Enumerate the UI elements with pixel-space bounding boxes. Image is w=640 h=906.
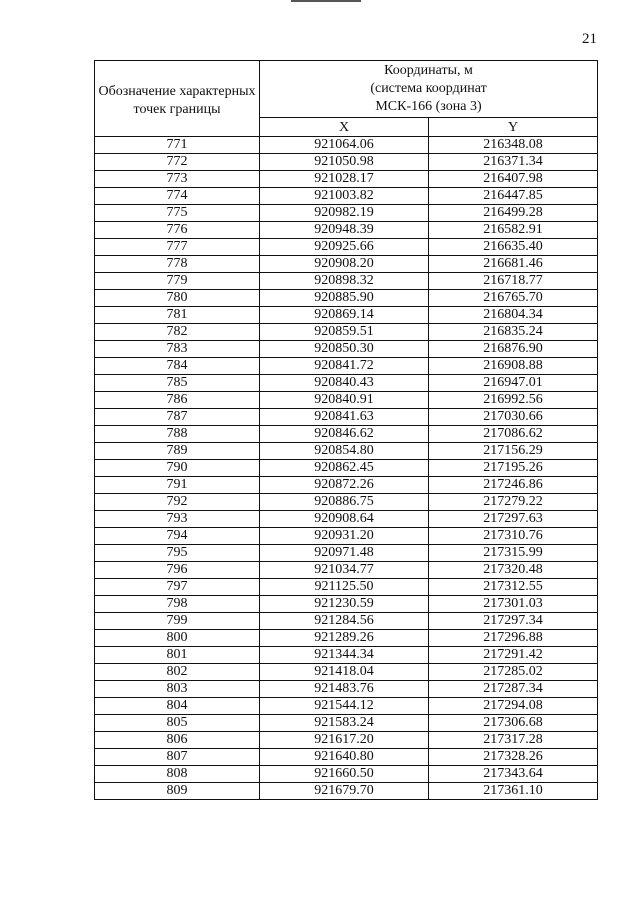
cell-point: 779 xyxy=(95,273,260,290)
table-row xyxy=(95,511,598,528)
cell-point: 796 xyxy=(95,562,260,579)
header-coordinates-line1: Координаты, м xyxy=(384,63,473,79)
cell-point: 776 xyxy=(95,222,260,239)
cell-x: 921679.70 xyxy=(260,783,429,800)
cell-x: 921660.50 xyxy=(260,766,429,783)
cell-y: 217297.34 xyxy=(429,613,598,630)
cell-point: 772 xyxy=(95,154,260,171)
cell-y: 217343.64 xyxy=(429,766,598,783)
table-row xyxy=(95,715,598,732)
cell-point: 794 xyxy=(95,528,260,545)
table-row xyxy=(95,460,598,477)
table-row xyxy=(95,171,598,188)
cell-x: 921034.77 xyxy=(260,562,429,579)
cell-x: 920908.64 xyxy=(260,511,429,528)
table-row xyxy=(95,392,598,409)
table-row xyxy=(95,545,598,562)
cell-point: 773 xyxy=(95,171,260,188)
cell-x: 921640.80 xyxy=(260,749,429,766)
cell-y: 216407.98 xyxy=(429,171,598,188)
table-row xyxy=(95,341,598,358)
cell-point: 797 xyxy=(95,579,260,596)
table-row xyxy=(95,647,598,664)
cell-x: 920850.30 xyxy=(260,341,429,358)
cell-x: 920841.72 xyxy=(260,358,429,375)
table-row xyxy=(95,783,598,800)
cell-x: 921418.04 xyxy=(260,664,429,681)
cell-y: 217310.76 xyxy=(429,528,598,545)
header-x: X xyxy=(260,118,429,137)
cell-point: 785 xyxy=(95,375,260,392)
cell-x: 920982.19 xyxy=(260,205,429,222)
cell-point: 809 xyxy=(95,783,260,800)
cell-point: 781 xyxy=(95,307,260,324)
table-row xyxy=(95,273,598,290)
cell-x: 920886.75 xyxy=(260,494,429,511)
cell-y: 216992.56 xyxy=(429,392,598,409)
cell-point: 786 xyxy=(95,392,260,409)
cell-x: 920846.62 xyxy=(260,426,429,443)
cell-y: 217328.26 xyxy=(429,749,598,766)
cell-y: 216371.34 xyxy=(429,154,598,171)
table-row xyxy=(95,222,598,239)
table-row xyxy=(95,477,598,494)
cell-y: 217156.29 xyxy=(429,443,598,460)
cell-y: 217312.55 xyxy=(429,579,598,596)
cell-y: 217317.28 xyxy=(429,732,598,749)
cell-x: 920971.48 xyxy=(260,545,429,562)
cell-y: 217315.99 xyxy=(429,545,598,562)
top-rule xyxy=(291,0,361,2)
table-row xyxy=(95,698,598,715)
cell-x: 920931.20 xyxy=(260,528,429,545)
cell-x: 921544.12 xyxy=(260,698,429,715)
table-row xyxy=(95,239,598,256)
cell-y: 217320.48 xyxy=(429,562,598,579)
cell-x: 921344.34 xyxy=(260,647,429,664)
cell-point: 808 xyxy=(95,766,260,783)
cell-x: 920859.51 xyxy=(260,324,429,341)
header-point-designation: Обозначение характерных точек границы xyxy=(95,61,260,137)
cell-y: 217294.08 xyxy=(429,698,598,715)
cell-y: 216582.91 xyxy=(429,222,598,239)
cell-x: 920898.32 xyxy=(260,273,429,290)
cell-point: 782 xyxy=(95,324,260,341)
cell-point: 784 xyxy=(95,358,260,375)
cell-point: 783 xyxy=(95,341,260,358)
cell-y: 217030.66 xyxy=(429,409,598,426)
cell-x: 921003.82 xyxy=(260,188,429,205)
cell-x: 920869.14 xyxy=(260,307,429,324)
header-y: Y xyxy=(429,118,598,137)
cell-y: 217301.03 xyxy=(429,596,598,613)
table-row xyxy=(95,732,598,749)
table-row xyxy=(95,205,598,222)
cell-y: 217287.34 xyxy=(429,681,598,698)
cell-point: 800 xyxy=(95,630,260,647)
cell-y: 216348.08 xyxy=(429,137,598,154)
cell-x: 921064.06 xyxy=(260,137,429,154)
cell-point: 795 xyxy=(95,545,260,562)
table-row xyxy=(95,137,598,154)
table-row xyxy=(95,426,598,443)
cell-point: 792 xyxy=(95,494,260,511)
cell-point: 791 xyxy=(95,477,260,494)
table-row xyxy=(95,596,598,613)
cell-point: 789 xyxy=(95,443,260,460)
cell-y: 216718.77 xyxy=(429,273,598,290)
cell-y: 217086.62 xyxy=(429,426,598,443)
cell-y: 217195.26 xyxy=(429,460,598,477)
table-row xyxy=(95,664,598,681)
cell-y: 217296.88 xyxy=(429,630,598,647)
cell-x: 920840.43 xyxy=(260,375,429,392)
cell-y: 216635.40 xyxy=(429,239,598,256)
table-row xyxy=(95,630,598,647)
cell-y: 217297.63 xyxy=(429,511,598,528)
cell-y: 216835.24 xyxy=(429,324,598,341)
cell-point: 777 xyxy=(95,239,260,256)
cell-point: 802 xyxy=(95,664,260,681)
cell-x: 920840.91 xyxy=(260,392,429,409)
header-coordinates xyxy=(260,61,598,118)
cell-x: 920885.90 xyxy=(260,290,429,307)
cell-x: 920908.20 xyxy=(260,256,429,273)
table-row xyxy=(95,528,598,545)
cell-point: 771 xyxy=(95,137,260,154)
cell-point: 803 xyxy=(95,681,260,698)
cell-point: 780 xyxy=(95,290,260,307)
cell-y: 217361.10 xyxy=(429,783,598,800)
header-coordinates-line2: (система координат xyxy=(370,81,487,97)
cell-y: 216765.70 xyxy=(429,290,598,307)
cell-y: 216804.34 xyxy=(429,307,598,324)
table-row xyxy=(95,307,598,324)
cell-point: 805 xyxy=(95,715,260,732)
cell-point: 799 xyxy=(95,613,260,630)
cell-x: 921050.98 xyxy=(260,154,429,171)
cell-point: 775 xyxy=(95,205,260,222)
cell-x: 921028.17 xyxy=(260,171,429,188)
cell-point: 787 xyxy=(95,409,260,426)
table-row xyxy=(95,562,598,579)
cell-x: 920841.63 xyxy=(260,409,429,426)
cell-x: 920872.26 xyxy=(260,477,429,494)
cell-x: 921583.24 xyxy=(260,715,429,732)
cell-y: 217291.42 xyxy=(429,647,598,664)
header-coordinates-line3: МСК-166 (зона 3) xyxy=(375,99,482,115)
table-row xyxy=(95,256,598,273)
cell-y: 216447.85 xyxy=(429,188,598,205)
cell-x: 920862.45 xyxy=(260,460,429,477)
cell-x: 921483.76 xyxy=(260,681,429,698)
table-row xyxy=(95,409,598,426)
cell-point: 793 xyxy=(95,511,260,528)
cell-x: 920925.66 xyxy=(260,239,429,256)
table-row xyxy=(95,324,598,341)
cell-y: 217306.68 xyxy=(429,715,598,732)
table-row xyxy=(95,766,598,783)
cell-x: 921284.56 xyxy=(260,613,429,630)
cell-point: 790 xyxy=(95,460,260,477)
cell-point: 807 xyxy=(95,749,260,766)
table-row xyxy=(95,749,598,766)
cell-point: 788 xyxy=(95,426,260,443)
table-row xyxy=(95,188,598,205)
table-row xyxy=(95,358,598,375)
table-row xyxy=(95,154,598,171)
table-body xyxy=(95,137,598,800)
table-row xyxy=(95,681,598,698)
cell-point: 798 xyxy=(95,596,260,613)
table-row xyxy=(95,443,598,460)
table-row xyxy=(95,375,598,392)
coordinates-table xyxy=(94,60,598,800)
cell-y: 217279.22 xyxy=(429,494,598,511)
table-row xyxy=(95,290,598,307)
page-number: 21 xyxy=(582,31,597,47)
cell-y: 216499.28 xyxy=(429,205,598,222)
cell-x: 921289.26 xyxy=(260,630,429,647)
cell-x: 920854.80 xyxy=(260,443,429,460)
cell-point: 806 xyxy=(95,732,260,749)
cell-point: 774 xyxy=(95,188,260,205)
table-row xyxy=(95,579,598,596)
cell-y: 216876.90 xyxy=(429,341,598,358)
table-row xyxy=(95,613,598,630)
cell-x: 921125.50 xyxy=(260,579,429,596)
cell-y: 216947.01 xyxy=(429,375,598,392)
cell-y: 216908.88 xyxy=(429,358,598,375)
cell-point: 801 xyxy=(95,647,260,664)
cell-x: 920948.39 xyxy=(260,222,429,239)
cell-y: 217285.02 xyxy=(429,664,598,681)
cell-y: 217246.86 xyxy=(429,477,598,494)
table-row xyxy=(95,494,598,511)
cell-x: 921617.20 xyxy=(260,732,429,749)
cell-y: 216681.46 xyxy=(429,256,598,273)
cell-point: 778 xyxy=(95,256,260,273)
cell-x: 921230.59 xyxy=(260,596,429,613)
cell-point: 804 xyxy=(95,698,260,715)
